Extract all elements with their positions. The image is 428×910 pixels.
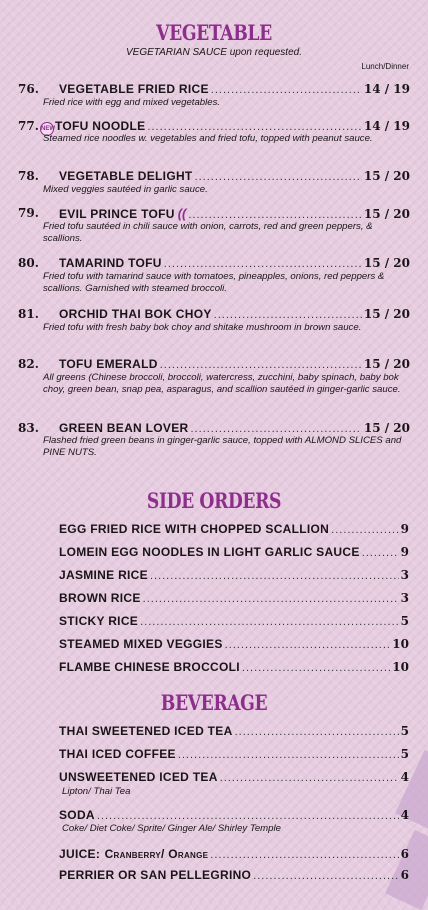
item-price: 6 <box>400 847 409 861</box>
item-description: Lipton/ Thai Tea <box>62 786 131 797</box>
item-price: 14 / 19 <box>363 82 410 96</box>
item-price: 15 / 20 <box>363 357 410 371</box>
section-title-beverage: BEVERAGE <box>160 690 268 715</box>
juice-options: Cranberry/ Orange <box>104 847 209 861</box>
item-number: 80. <box>18 256 39 270</box>
item-price: 15 / 20 <box>363 421 410 435</box>
item-price: 4 <box>400 770 409 784</box>
item-description: Steamed rice noodles w. vegetables and fried tofu, topped with peanut sauce. <box>43 133 373 144</box>
item-price: 3 <box>400 568 409 582</box>
item-description: Fried rice with egg and mixed vegetables. <box>43 97 221 108</box>
item-name: EVIL PRINCE TOFU <box>59 207 175 221</box>
item-name: VEGETABLE FRIED RICE <box>59 82 209 96</box>
item-name: STICKY RICE <box>59 614 139 628</box>
item-price: 15 / 20 <box>363 169 410 183</box>
item-description: Coke/ Diet Coke/ Sprite/ Ginger Ale/ Shirley Temple <box>62 823 281 834</box>
item-name: BROWN RICE <box>59 591 141 605</box>
item-name: GREEN BEAN LOVER <box>59 421 189 435</box>
item-price: 10 <box>392 660 409 674</box>
item-name: TOFU EMERALD <box>59 357 158 371</box>
list-item <box>59 845 409 863</box>
item-name: THAI SWEETENED ICED TEA <box>59 724 233 738</box>
item-price: 5 <box>400 747 409 761</box>
list-item <box>59 747 409 761</box>
section-title-side-orders: SIDE ORDERS <box>146 488 282 513</box>
item-description: Fried tofu with fresh baby bok choy and shitake mushroom in brown sauce. <box>43 322 362 333</box>
section-title-vegetable: VEGETABLE <box>156 20 272 45</box>
item-price: 3 <box>400 591 409 605</box>
item-number: 79. <box>18 206 39 220</box>
item-number: 83. <box>18 421 39 435</box>
item-name: ORCHID THAI BOK CHOY <box>59 307 212 321</box>
list-item <box>59 770 409 784</box>
item-price: 6 <box>400 868 409 882</box>
item-price: 9 <box>400 545 409 559</box>
item-name: TAMARIND TOFU <box>59 256 162 270</box>
list-item <box>59 868 409 882</box>
item-description: Flashed fried green beans in ginger-garlic sauce, topped with ALMOND SLICES and PINE NUTS. <box>43 435 402 458</box>
item-name: FLAMBE CHINESE BROCCOLI <box>59 660 240 674</box>
new-badge-icon: NEW <box>40 122 54 136</box>
item-name: VEGETABLE DELIGHT <box>59 169 193 183</box>
item-description: Fried tofu with tamarind sauce with tomatoes, pineapples, onions, red peppers & scallions. Garnished with steamed broccoli. <box>43 271 385 294</box>
item-number: 78. <box>18 169 39 183</box>
item-price: 4 <box>400 808 409 822</box>
item-name: UNSWEETENED ICED TEA <box>59 770 218 784</box>
item-name: THAI ICED COFFEE <box>59 747 176 761</box>
item-name: JASMINE RICE <box>59 568 148 582</box>
item-name: LOMEIN EGG NOODLES IN LIGHT GARLIC SAUCE <box>59 545 360 559</box>
item-number: 81. <box>18 307 39 321</box>
item-name: STEAMED MIXED VEGGIES <box>59 637 223 651</box>
list-item <box>59 808 409 822</box>
vegetarian-sauce-note: VEGETARIAN SAUCE upon requested. <box>125 47 302 58</box>
item-price: 9 <box>400 522 409 536</box>
item-number: 76. <box>18 82 39 96</box>
list-item <box>59 637 409 651</box>
item-description: Fried tofu sautéed in chili sauce with onion, carrots, red and green peppers, & scallions. <box>43 221 373 244</box>
item-price: 5 <box>400 614 409 628</box>
item-name: SODA <box>59 808 95 822</box>
item-description: Mixed veggies sautéed in garlic sauce. <box>43 184 208 195</box>
item-price: 15 / 20 <box>363 207 410 221</box>
list-item <box>59 568 409 582</box>
item-description: All greens (Chinese broccoli, broccoli, watercress, zucchini, baby spinach, baby bok choy, green bean, snap pea, asparagus, and scallion sautéed in ginger-garlic sauce. <box>43 372 401 395</box>
item-price: 15 / 20 <box>363 307 410 321</box>
list-item <box>59 724 409 738</box>
item-price: 10 <box>392 637 409 651</box>
list-item <box>59 591 409 605</box>
price-header: Lunch/Dinner <box>361 62 409 71</box>
item-name: TOFU NOODLE <box>55 119 146 133</box>
list-item <box>59 545 409 559</box>
item-price: 5 <box>400 724 409 738</box>
item-name: JUICE: <box>59 847 101 861</box>
item-price: 14 / 19 <box>363 119 410 133</box>
item-price: 15 / 20 <box>363 256 410 270</box>
item-name: EGG FRIED RICE WITH CHOPPED SCALLION <box>59 522 330 536</box>
item-number: 77. <box>18 119 39 133</box>
item-number: 82. <box>18 357 39 371</box>
spicy-icon: (( <box>177 206 187 221</box>
list-item <box>59 614 409 628</box>
item-name: PERRIER OR SAN PELLEGRINO <box>59 868 252 882</box>
list-item <box>59 660 409 674</box>
list-item <box>59 522 409 536</box>
